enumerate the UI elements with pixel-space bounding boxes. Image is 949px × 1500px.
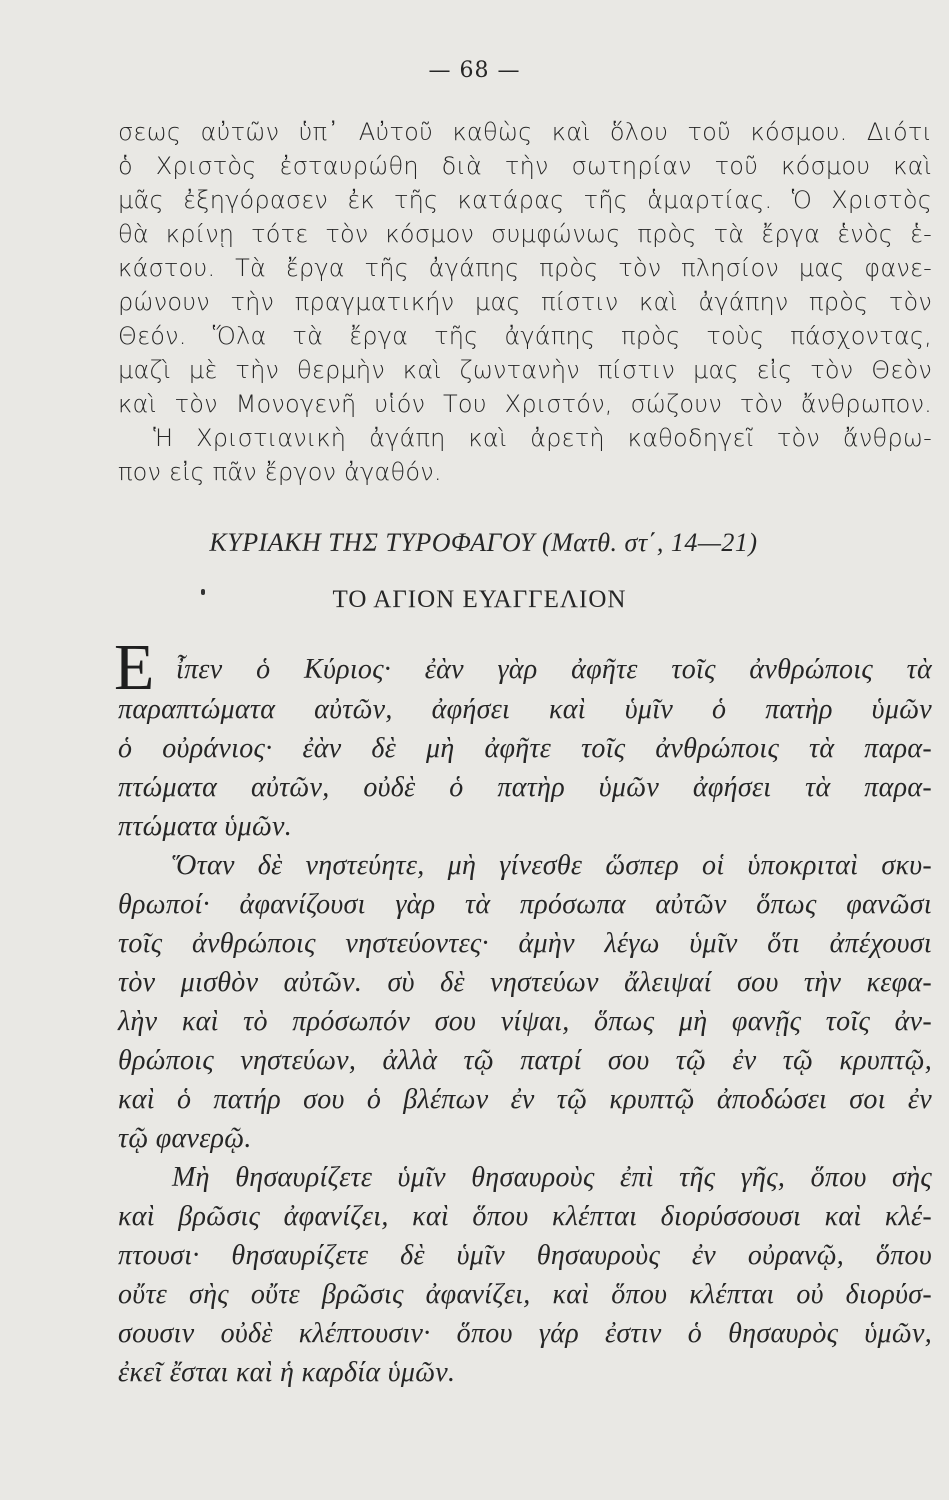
text-line: παραπτώματα αὐτῶν, ἀφήσει καὶ ὑμῖν ὁ πατὴρ ὑμῶν xyxy=(118,694,932,725)
text-line: ὁ οὐράνιος· ἐὰν δὲ μὴ ἀφῆτε τοῖς ἀνθρώποις τὰ παρα- xyxy=(118,733,932,764)
text-line: ἐκεῖ ἔσται καὶ ἡ καρδία ὑμῶν. xyxy=(118,1357,456,1388)
text-line: ὁ Χριστὸς ἐσταυρώθη διὰ τὴν σωτηρίαν τοῦ κόσμου καὶ xyxy=(118,152,932,180)
text-line: σεως αὐτῶν ὑπ᾽ Αὐτοῦ καθὼς καὶ ὅλου τοῦ κόσμου. Διότι xyxy=(118,118,932,146)
drop-cap: Ε xyxy=(114,631,155,704)
text-line: Ἡ Χριστιανικὴ ἀγάπη καὶ ἀρετὴ καθοδηγεῖ τὸν ἄνθρω- xyxy=(153,424,932,452)
text-line: πτώματα ὑμῶν. xyxy=(118,811,293,842)
text-line: Ὅταν δὲ νηστεύητε, μὴ γίνεσθε ὥσπερ οἱ ὑποκριταὶ σκυ- xyxy=(172,850,932,881)
text-line: ἶπεν ὁ Κύριος· ἐὰν γὰρ ἀφῆτε τοῖς ἀνθρώποις τὰ xyxy=(176,654,932,685)
text-line: καὶ βρῶσις ἀφανίζει, καὶ ὅπου κλέπται διορύσσουσι καὶ κλέ- xyxy=(118,1201,932,1232)
text-line: πτουσι· θησαυρίζετε δὲ ὑμῖν θησαυροὺς ἐν οὐρανῷ, ὅπου xyxy=(118,1240,932,1271)
text-line: τῷ φανερῷ. xyxy=(118,1123,252,1154)
text-line: θὰ κρίνῃ τότε τὸν κόσμον συμφώνως πρὸς τὰ ἔργα ἑνὸς ἑ- xyxy=(118,220,932,248)
text-line: οὔτε σὴς οὔτε βρῶσις ἀφανίζει, καὶ ὅπου κλέπται οὐ διορύσ- xyxy=(118,1279,932,1310)
text-line: σουσιν οὐδὲ κλέπτουσιν· ὅπου γάρ ἐστιν ὁ θησαυρὸς ὑμῶν, xyxy=(118,1318,932,1349)
text-line: θρώποις νηστεύων, ἀλλὰ τῷ πατρί σου τῷ ἐν τῷ κρυπτῷ, xyxy=(118,1045,932,1076)
text-line: θρωποί· ἀφανίζουσι γὰρ τὰ πρόσωπα αὐτῶν ὅπως φανῶσι xyxy=(118,889,932,920)
text-line: μᾶς ἐξηγόρασεν ἐκ τῆς κατάρας τῆς ἁμαρτίας. Ὁ Χριστὸς xyxy=(118,186,932,214)
text-line: Μὴ θησαυρίζετε ὑμῖν θησαυροὺς ἐπὶ τῆς γῆς, ὅπου σὴς xyxy=(172,1162,932,1193)
text-line: τοῖς ἀνθρώποις νηστεύοντες· ἀμὴν λέγω ὑμῖν ὅτι ἀπέχουσι xyxy=(118,928,932,959)
text-line: πτώματα αὐτῶν, οὐδὲ ὁ πατὴρ ὑμῶν ἀφήσει τὰ παρα- xyxy=(118,772,932,803)
text-line: Θεόν. Ὅλα τὰ ἔργα τῆς ἀγάπης πρὸς τοὺς πάσχοντας, xyxy=(118,322,932,350)
text-line: κάστου. Τὰ ἔργα τῆς ἀγάπης πρὸς τὸν πλησίον μας φανε- xyxy=(118,254,932,282)
text-line: ρώνουν τὴν πραγματικήν μας πίστιν καὶ ἀγάπην πρὸς τὸν xyxy=(118,288,932,316)
text-line: μαζὶ μὲ τὴν θερμὴν καὶ ζωντανὴν πίστιν μας εἰς τὸν Θεὸν xyxy=(118,356,932,384)
page-number: — 68 — xyxy=(428,58,521,83)
text-line: καὶ τὸν Μονογενῆ υἱόν Του Χριστόν, σώζουν τὸν ἄνθρωπον. xyxy=(118,390,932,418)
text-line: καὶ ὁ πατήρ σου ὁ βλέπων ἐν τῷ κρυπτῷ ἀποδώσει σοι ἐν xyxy=(118,1084,932,1115)
text-line: τὸν μισθὸν αὐτῶν. σὺ δὲ νηστεύων ἄλειψαί σου τὴν κεφα- xyxy=(118,967,932,998)
section-heading: ΚΥΡΙΑΚΗ ΤΗΣ ΤΥΡΟΦΑΓΟΥ (Ματθ. στ΄, 14—21) xyxy=(209,528,758,557)
text-line: πον εἰς πᾶν ἔργον ἀγαθόν. xyxy=(118,458,442,486)
section-subheading: ΤΟ ΑΓΙΟΝ ΕΥΑΓΓΕΛΙΟΝ xyxy=(332,586,627,613)
text-line: λὴν καὶ τὸ πρόσωπόν σου νίψαι, ὅπως μὴ φανῇς τοῖς ἀν- xyxy=(118,1006,932,1037)
